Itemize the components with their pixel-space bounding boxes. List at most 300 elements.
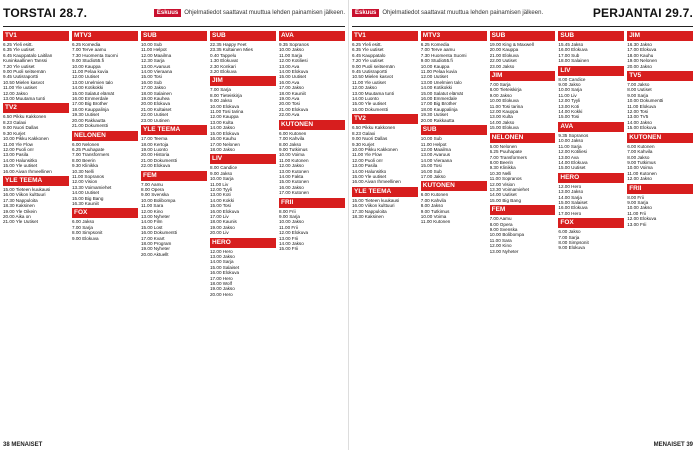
program-line: 14.00 Jakso [279, 241, 304, 246]
program-line: 6.50 Pikku Kakkonen [3, 114, 47, 120]
program-line: 9.00 Tutkimus [627, 159, 656, 165]
program-line: 12.00 Maailma [141, 52, 172, 58]
program-line: 10.50 Mielen kasvot [352, 74, 393, 80]
listing-column [352, 29, 418, 437]
program-line: 9.00 Tutkimus [279, 146, 308, 152]
program-line: 8.00 Jakso [279, 141, 302, 147]
program-line: 7.00 Transformers [489, 154, 527, 160]
program-line: 14.00 Sarja [558, 194, 582, 200]
program-line: 8.00 Tieteiskirja [210, 92, 242, 98]
program-line: 9.35 Sopranos [558, 132, 589, 138]
program-line: 14.00 Uutiset [489, 192, 517, 198]
program-line: 20.00 Tosi [279, 101, 300, 107]
right-listing-columns [352, 29, 693, 437]
channel-header: FRII [627, 184, 693, 194]
program-line: 21.00 Elokuva [279, 106, 309, 112]
program-line: 16.00 Aivan Ihmeellinen [352, 179, 401, 185]
program-line: 10.00 Dokumentti [627, 98, 664, 104]
program-line: 14.00 Sarja [210, 259, 234, 265]
channel-header: FRII [279, 198, 345, 208]
program-line: 12.00 Puoli on! [352, 157, 383, 163]
program-line: 12.00 Puoli on! [3, 146, 34, 152]
listing-column [421, 29, 487, 437]
program-line: 14.00 Halunsitko [352, 168, 387, 174]
program-line: 18.00 Kauppalinja [420, 106, 458, 112]
program-line: 15.00 Kutonen [279, 179, 309, 185]
program-line: 16.00 Elokuva [558, 47, 588, 53]
program-line: 13.00 Koti [558, 103, 580, 109]
program-line: 16.00 Elokuva [210, 270, 240, 276]
program-line: 8.00 Candice [558, 76, 586, 82]
brand-logo: Eskuus [352, 9, 379, 17]
program-line: 15.00 Tosi [210, 203, 231, 209]
program-line: 6.00 Jakso [72, 219, 95, 225]
program-line: 10.00 Bolibompa [489, 232, 525, 238]
program-line: 13.00 Muutama tunti [3, 96, 45, 102]
program-line: 13.00 Pasila [352, 163, 378, 169]
channel-header: JIM [490, 71, 556, 81]
program-line: 13.00 Jakso [558, 189, 584, 195]
program-line: 18.00 Kaunis [210, 219, 237, 225]
program-line: 14.00 Elokuva [279, 69, 309, 75]
channel-header: SUB [490, 31, 556, 41]
program-line: 6.25 Komedia [72, 42, 101, 47]
channel-header: FOX [558, 218, 624, 228]
program-line: 18.00 Kauhu [627, 52, 654, 58]
program-line: 18.00 Wolf [210, 281, 232, 287]
program-line: 11.00 Pelaa kuvia [420, 69, 457, 75]
program-line: 11.00 Sarja [279, 52, 303, 58]
program-line: 15.00 Tieteen kuukausi [352, 197, 400, 203]
program-line: 16.00 Dokumentti [352, 106, 389, 112]
program-line: 7.00 Sarja [210, 87, 231, 93]
program-line: 10.00 Sarja [558, 87, 582, 93]
program-line: 11.00 Tosi tarina [489, 103, 523, 109]
program-line: 6.25 Yleli esitt. [352, 42, 382, 47]
program-line: 15.00 Yle uutiset [3, 163, 38, 169]
program-line: 7.30 Huomenta Suomi [72, 52, 118, 58]
channel-header: LIV [210, 154, 276, 164]
right-page-header [352, 0, 693, 27]
program-line: 12.00 Kino [141, 208, 163, 214]
program-line: 20.00 Rakkautta [72, 117, 106, 123]
channel-header: SUB [210, 31, 276, 41]
program-line: 7.00 Sarja [558, 234, 580, 240]
program-line: 14.00 Jakso [627, 119, 652, 125]
program-line: 11.00 Liv [210, 181, 229, 187]
program-line: 11.00 Kutonen [279, 157, 309, 163]
program-line: 9.00 Jakso [210, 170, 233, 176]
program-line: 17.00 Elokuva [627, 47, 657, 53]
program-line: 10.00 Kauppa [420, 63, 450, 69]
program-line: 12.00 Kotiliesi [558, 149, 587, 155]
program-line: 7.00 Sarja [489, 82, 511, 88]
program-line: 9.30 Klinikka [72, 163, 99, 169]
program-line: 12.00 Tyyli [210, 186, 232, 192]
program-line: 19.00 Jakso [210, 224, 235, 230]
program-line: 12.00 Hero [558, 183, 582, 189]
listing-column [141, 29, 207, 437]
program-line: 10.30 Nelli [489, 170, 512, 176]
program-line: 13.00 Unelmien talo [420, 79, 462, 85]
program-line: 12.00 Vision [72, 179, 98, 185]
program-line: 15.00 Uutiset [279, 74, 307, 80]
program-line: 7.00 Terve aamu [72, 47, 107, 53]
channel-header: SUB [421, 125, 487, 135]
program-line: 6.00 Kutonen [420, 192, 449, 198]
program-line: 10.00 Sub [420, 136, 442, 142]
right-page [348, 0, 696, 450]
program-line: 17.00 Big Brother [72, 101, 108, 107]
program-line: 11.00 Elokuva [627, 103, 656, 109]
listing-column [627, 29, 693, 437]
program-line: 7.00 Transformers [72, 152, 110, 158]
channel-header: TV1 [352, 31, 418, 41]
program-line: 9.00 Nuori Dallas [352, 136, 388, 142]
program-line: 12.00 Vision [489, 181, 515, 187]
program-line: 6.45 Kauppatalo Laitilan [3, 52, 53, 58]
program-line: 12.30 Sarja [141, 58, 165, 64]
channel-header: KUTONEN [279, 120, 345, 130]
program-line: 6.25 Komedia [420, 42, 450, 47]
program-line: 7.00 Aamu [141, 181, 163, 187]
program-line: 13.00 Kulta [210, 119, 234, 125]
program-line: 6.00 Jakso [558, 229, 581, 235]
program-line: 9.30 Kurjet [352, 141, 375, 147]
program-line: 9.35 Sopranos [279, 42, 309, 47]
program-line: 12.00 Elokuva [627, 216, 657, 222]
channel-header: HERO [558, 173, 624, 183]
program-line: 19.00 Luonto [141, 146, 168, 152]
program-line: 15.00 Salaiset [210, 264, 240, 270]
channel-header: SUB [558, 31, 624, 41]
program-line: 8.00 Frii [627, 194, 644, 200]
program-line: 15.00 Salaiset [558, 199, 588, 205]
program-line: 18.00 Kauniit [279, 90, 306, 96]
channel-header: LIV [558, 66, 624, 76]
program-line: 17.00 Teema [141, 136, 168, 142]
program-line: 9.45 Uutisraportti [3, 74, 38, 80]
program-line: 12.00 Kotiliesi [279, 58, 308, 64]
program-line: 8.00 Frii [279, 208, 296, 214]
channel-header: YLE TEEMA [3, 176, 69, 186]
program-line: 9.00 Nuori Dallas [3, 125, 39, 131]
program-line: 10.00 Jakso [627, 205, 652, 211]
program-line: 19.00 Nyheter [141, 246, 170, 252]
program-line: 18.00 Salainen [558, 58, 590, 64]
program-line: 10.30 Nelli [72, 168, 94, 174]
program-line: 12.00 Jakso [627, 176, 652, 182]
program-line: 17.00 Liv [210, 213, 229, 219]
program-line: 11.00 Yle Flow [352, 152, 382, 158]
program-line: 8.00 Jakso [627, 154, 650, 160]
program-line: 7.00 Jakso [627, 82, 650, 88]
program-line: 11.00 Sopranos [72, 173, 105, 179]
program-line: 17.00 Big Brother [420, 101, 457, 107]
program-line: 17.30 Nappuloita [3, 197, 38, 203]
left-page-date: TORSTAI 28.7. [3, 6, 88, 20]
program-line: 17.00 Hero [558, 210, 582, 216]
program-line: 12.00 Kino [489, 243, 512, 249]
program-line: 18.00 Program [141, 241, 172, 246]
program-line: 8.23 Galaxi [352, 130, 376, 136]
program-line: 9.30 Klinikka [489, 165, 516, 171]
program-line: 6.35 Yle uutiset [352, 47, 384, 53]
program-line: 11.00 Tosi tarina [210, 109, 244, 115]
listing-column [558, 29, 624, 437]
program-line: 15.00 Big Bang [72, 195, 104, 201]
left-page-number: 38 MENAISET [3, 442, 43, 448]
program-line: 17.00 Sub [558, 52, 580, 58]
program-line: 7.00 Aamu [489, 216, 512, 222]
program-line: 9.45 Uutisraportti [352, 69, 387, 75]
program-line: 14.00 Kokki [210, 197, 235, 203]
program-line: 21.00 Kultaiset [141, 106, 172, 112]
program-line: 9.00 Svenska [141, 192, 169, 198]
program-line: 19.00 King & Maxwell [489, 42, 534, 47]
program-line: 18.00 Kertoja [141, 141, 169, 147]
channel-header: YLE TEEMA [352, 187, 418, 197]
program-line: 6.00 Nelonen [489, 143, 517, 149]
program-line: 20.00 Historia [141, 152, 170, 158]
program-line: 13.00 Kutonen [279, 168, 309, 174]
program-line: 9.00 Jakso [210, 98, 233, 104]
program-line: 21.00 Dokumentti [141, 157, 178, 163]
program-line: 8.00 Tieteiskirja [489, 87, 522, 93]
program-line: 17.00 Kutonen [279, 190, 309, 196]
channel-header: TV2 [3, 103, 69, 113]
program-line: 6.25 Puuhapate [72, 146, 105, 152]
program-line: 14.00 Kokki [558, 109, 583, 115]
program-line: 18.00 Kauppalinja [72, 106, 109, 112]
program-line: 7.00 Sarja [72, 224, 93, 230]
program-line: 6.25 Puuhapate [489, 149, 523, 155]
program-line: 14.00 Elokuva [558, 159, 588, 165]
program-line: 21.00 Dokumentti [72, 123, 109, 129]
program-line: 12.00 Maailma [420, 146, 451, 152]
program-line: 13.30 Voimamiehet [489, 186, 529, 192]
program-line: 7.00 Kahvila [627, 149, 653, 155]
program-line: 14.00 Jakso [489, 119, 515, 125]
program-line: 10.00 Voima [627, 165, 653, 171]
program-line: 8.00 Beerin [72, 157, 96, 163]
program-line: 6.00 Kutonen [627, 143, 655, 149]
program-line: 15.00 Elokuva [627, 125, 657, 131]
program-line: 18.00 Jakso [210, 146, 235, 152]
program-line: 12.00 Jakso [279, 163, 304, 169]
program-line: 21.00 Elokuva [489, 52, 519, 58]
program-line: 10.50 Mielen kasvot [3, 79, 44, 85]
program-line: 19.00 Ava [279, 96, 300, 102]
program-line: 16.00 Sub [141, 79, 162, 85]
program-line: 10.00 Pikku Kakkonen [3, 136, 49, 142]
channel-header: JIM [210, 76, 276, 86]
program-line: 11.00 Kutonen [627, 170, 657, 176]
program-line: 9.00 Studio55.fi [420, 58, 453, 64]
program-line: 12.00 Tyyli [558, 98, 581, 104]
channel-header: FEM [490, 205, 556, 215]
program-line: 17.00 Hero [210, 275, 233, 281]
program-line: 22.00 Elokuva [141, 163, 171, 169]
program-line: 13.00 TV5 [627, 114, 649, 120]
program-line: 16.00 Jakso [279, 184, 304, 190]
program-line: 7.20 Yle uutiset [352, 58, 384, 64]
listing-column [279, 29, 345, 437]
program-line: 15.00 Tosi [420, 163, 442, 169]
program-line: 17.00 Jakso [279, 85, 304, 91]
program-line: 13.00 Koti [210, 192, 231, 198]
program-line: 16.00 Emmerdale [72, 96, 109, 102]
header-notice: Ohjelmatiedot saattavat muuttua lehden painamisen jälkeen. [184, 10, 345, 16]
program-line: 11.00 Sara [141, 203, 164, 209]
program-line: 11.00 Yle uutiset [3, 85, 37, 91]
program-line: 9.00 Svenska [489, 226, 518, 232]
program-line: Kuninkaallinen Tanssi [3, 58, 48, 64]
program-line: 15.00 Lost [141, 224, 163, 230]
channel-header: NELONEN [72, 131, 138, 141]
program-line: 1.30 Elokuvat [210, 58, 238, 64]
program-line: 18.30 Kaksinen [3, 203, 35, 209]
program-line: 8.23 Galaxi [3, 119, 27, 125]
program-line: 22.35 Happy Feet [210, 42, 247, 47]
program-line: 21.00 Yle Uutiset [3, 219, 38, 225]
program-line: 10.00 Bolibompa [141, 197, 176, 203]
program-line: 9.00 Puoli seitsemän [3, 69, 46, 75]
program-line: 10.00 Voima [420, 213, 447, 219]
program-line: 8.00 Uutiset [627, 87, 652, 93]
program-line: 14.00 Halunsitko [3, 157, 38, 163]
program-line: 10.00 Sarja [210, 176, 234, 182]
header-notice: Ohjelmatiedot saattavat muuttua lehden painamisen jälkeen. [382, 10, 544, 16]
program-line: 19.00 Jakso [210, 286, 235, 292]
program-line: 8.00 Simpsonit [72, 230, 103, 236]
program-line: 7.00 Kahvila [279, 136, 305, 142]
program-line: 13.00 Avaruus [141, 63, 171, 69]
program-line: 9.30 Kurjet [3, 130, 26, 136]
channel-header: FOX [72, 208, 138, 218]
program-line: 18.00 Salainen [141, 90, 172, 96]
program-line: 14.00 Vieraana [420, 157, 452, 163]
program-line: 13.00 Ava [558, 154, 579, 160]
program-line: 15.00 Frii [279, 246, 299, 252]
program-line: 13.00 Kulta [489, 114, 513, 120]
listing-column [490, 29, 556, 437]
program-line: 9.00 Jakso [489, 92, 512, 98]
channel-header: NELONEN [490, 133, 556, 143]
program-line: 10.00 Jakso [279, 219, 304, 225]
program-line: 15.00 Uutiset [558, 165, 586, 171]
program-line: 13.00 Unelmien talo [72, 79, 113, 85]
program-line: 9.00 Sarja [279, 213, 300, 219]
program-line: 15.00 Yle uutiset [352, 173, 387, 179]
program-line: 0.40 Tappelu [210, 52, 237, 58]
right-page-date: PERJANTAI 29.7. [592, 6, 693, 20]
program-line: 20.00 Jakso [627, 63, 652, 69]
program-line: 16.00 Emmerdale [420, 96, 458, 102]
program-line: 16.00 Elokuva [210, 208, 240, 214]
program-line: 2.30 Konkari [210, 63, 236, 69]
program-line: 15.00 Big Bang [489, 197, 522, 203]
program-line: 11.00 Yle uutiset [352, 79, 386, 85]
channel-header: MTV3 [72, 31, 138, 41]
program-line: 11.00 Pelaa kuvia [72, 69, 109, 75]
program-line: 22.00 Uutiset [489, 58, 517, 64]
program-line: 15.45 Jakso [558, 42, 584, 47]
program-line: 11.00 Helpot [141, 47, 167, 53]
program-line: 10.00 Jakso [279, 47, 304, 53]
program-line: 9.00 Sarja [627, 199, 649, 205]
program-line: 6.00 Kutonen [279, 130, 307, 136]
program-line: 13.00 Frii [627, 221, 647, 227]
program-line: 7.30 Huomenta Suomi [420, 52, 467, 58]
program-line: 11.00 Frii [627, 210, 646, 216]
program-line: 12.00 Tosi [627, 109, 649, 115]
program-line: 13.00 Avaruus [420, 152, 451, 158]
program-line: 23.00 Jakso [489, 63, 515, 69]
channel-header: HERO [210, 238, 276, 248]
program-line: 10.00 Pikku Kakkonen [352, 146, 398, 152]
program-line: 8.00 Simpsonit [558, 239, 589, 245]
program-line: 16.00 Viikon kulttuuri [3, 192, 46, 198]
program-line: 15.00 Elokuva [210, 130, 240, 136]
program-line: 15.00 Salatut elämät [420, 90, 463, 96]
channel-header: JIM [627, 31, 693, 41]
program-line: 7.00 Terve aamu [420, 47, 455, 53]
program-line: 22.00 Uutiset [141, 112, 169, 118]
program-line: 17.30 Nappuloita [352, 208, 387, 214]
program-line: 14.00 Uutiset [72, 190, 100, 196]
program-line: 17.00 Jakso [141, 85, 166, 91]
program-line: 14.00 Jakso [210, 125, 235, 131]
program-line: 19.30 Uutiset [72, 112, 100, 118]
program-line: 6.25 Yleli esitt. [3, 42, 33, 47]
program-line: 17.00 Jakso [420, 173, 446, 179]
channel-header: MTV3 [421, 31, 487, 41]
program-line: 14.00 Film [141, 219, 163, 225]
program-line: 10.00 Voima [279, 152, 305, 158]
program-line: 20.00 Liv [210, 230, 229, 236]
program-line: 13.00 Frii [279, 235, 299, 241]
program-line: 15.00 Tosi [558, 114, 580, 120]
program-line: 16.00 Sub [420, 168, 442, 174]
program-line: 6.45 Kauppatalo [352, 52, 386, 58]
program-line: 6.50 Pikku Kakkonen [352, 125, 396, 131]
channel-header: TV5 [627, 71, 693, 81]
program-line: 15.00 Yle uutiset [352, 101, 387, 107]
program-line: 11.00 Kutonen [420, 219, 451, 225]
program-line: 12.00 Kauppa [489, 109, 519, 115]
program-line: 7.00 Kahvila [420, 197, 447, 203]
program-line: 20.00 Aktuellt [141, 251, 169, 257]
program-line: 13.00 Muutama tunti [352, 90, 394, 96]
program-line: 9.00 Puoli seitsemän [352, 63, 395, 69]
program-line: 6.00 Nelonen [72, 141, 100, 147]
right-page-number: MENAISET 39 [653, 442, 693, 448]
program-line: 17.00 Kvart [141, 235, 165, 241]
program-line: 8.00 Opera [489, 221, 513, 227]
program-line: 8.00 Candice [210, 165, 238, 171]
program-line: 7.20 Yle uutiset [3, 63, 35, 69]
program-line: 12.00 Elokuva [279, 230, 309, 236]
program-line: 11.00 Sopranos [489, 176, 522, 182]
program-line: 16.30 Kauniit [72, 200, 99, 206]
program-line: 8.00 Opera [141, 186, 164, 192]
program-line: 20.00 Rakkautta [420, 117, 455, 123]
program-line: 18.30 Kaksinen [352, 213, 384, 219]
listing-column [72, 29, 138, 437]
program-line: 12.00 Kauppa [210, 114, 239, 120]
listing-column [3, 29, 69, 437]
